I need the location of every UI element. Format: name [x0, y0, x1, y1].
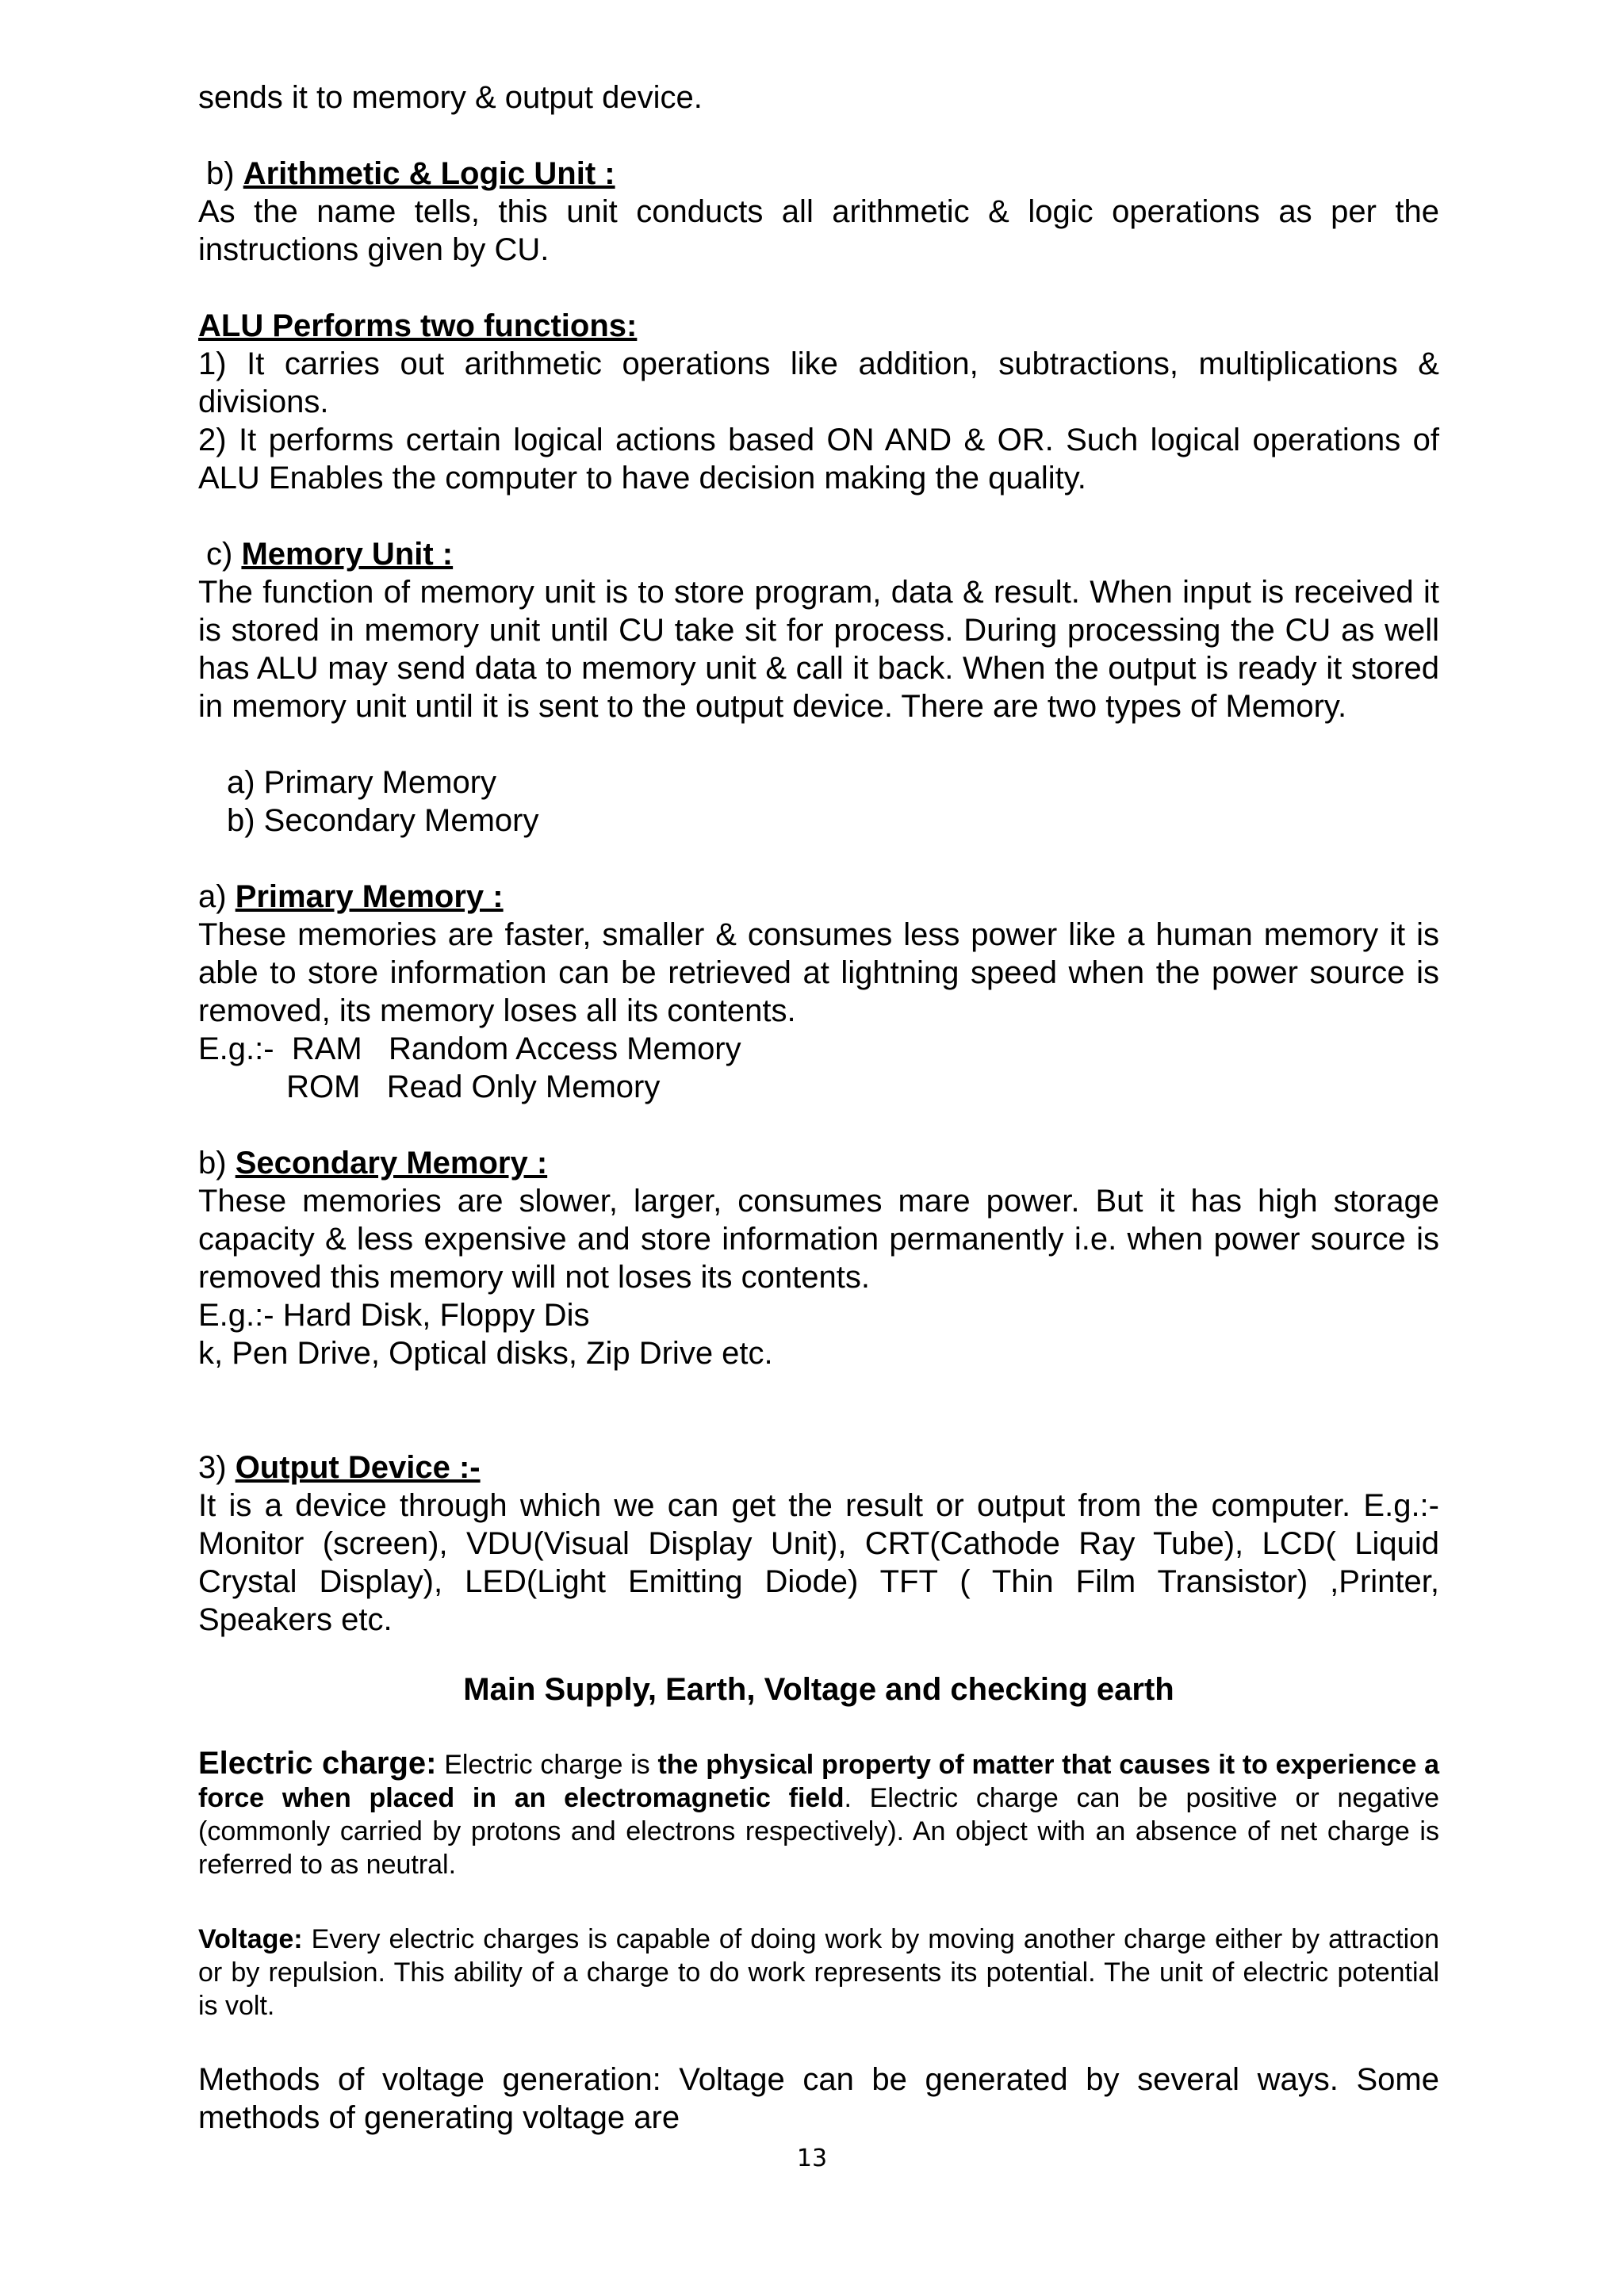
- subheading-title: Primary Memory :: [235, 879, 504, 914]
- heading-alu-functions: [198, 307, 1439, 345]
- subheading-output-device: [198, 1448, 1439, 1487]
- subheading-alu: [198, 155, 1447, 193]
- term-voltage: Voltage:: [198, 1924, 303, 1954]
- paragraph-primary-memory: These memories are faster, smaller & consumes less power like a human memory it is able to store information can be retrieved at lightning speed when the power source is removed, its memory loses all its contents.: [198, 917, 1439, 1028]
- paragraph-voltage: [198, 1923, 1439, 2022]
- text-line: sends it to memory & output device.: [198, 80, 703, 115]
- list-item-1: 1) It carries out arithmetic operations like addition, subtractions, multiplications & divisions.: [198, 346, 1439, 419]
- subheading-title: Output Device :-: [235, 1450, 481, 1485]
- text-run: Electric charge is: [436, 1750, 658, 1780]
- example-secondary-2: k, Pen Drive, Optical disks, Zip Drive etc.: [198, 1336, 773, 1371]
- subheading-memory-unit: [198, 535, 1447, 573]
- subheading-prefix: 3): [198, 1450, 236, 1485]
- subheading-prefix: b): [206, 156, 243, 191]
- subheading-prefix: a): [198, 879, 236, 914]
- paragraph-secondary-memory: These memories are slower, larger, consumes mare power. But it has high storage capacity & less expensive and store information permanently i.e. when power source is removed this memory will not loses its contents.: [198, 1184, 1439, 1295]
- heading-title: ALU Performs two functions:: [198, 308, 638, 343]
- subheading-prefix: c): [206, 537, 242, 572]
- subheading-title: Memory Unit :: [241, 537, 454, 572]
- paragraph-electric-charge: [198, 1747, 1439, 1881]
- list-item-primary: a) Primary Memory: [227, 765, 497, 800]
- example-rom: ROM Read Only Memory: [198, 1070, 661, 1104]
- list-item-2: 2) It performs certain logical actions based ON AND & OR. Such logical operations of ALU Enables the computer to have decision making the quality.: [198, 423, 1439, 496]
- section-title: Main Supply, Earth, Voltage and checking earth: [463, 1672, 1174, 1707]
- list-item-secondary: b) Secondary Memory: [227, 803, 539, 838]
- subheading-primary-memory: [198, 878, 1439, 916]
- text-run: . Electric charge can be positive or negative (commonly carried by protons and electrons respectively). An object with an absence of net charge is referred to as neutral.: [198, 1783, 1440, 1880]
- example-ram: E.g.:- RAM Random Access Memory: [198, 1031, 741, 1066]
- paragraph-alu: As the name tells, this unit conducts all arithmetic & logic operations as per the instructions given by CU.: [198, 194, 1439, 267]
- paragraph-memory-unit: The function of memory unit is to store program, data & result. When input is received it is stored in memory unit until CU take sit for process. During processing the CU as well has ALU may send data to memory unit & call it back. When the output is ready it stored in memory unit until it is sent to the output device. There are two types of Memory.: [198, 575, 1439, 724]
- term-electric-charge: Electric charge:: [198, 1746, 437, 1781]
- paragraph-voltage-methods: Methods of voltage generation: Voltage can be generated by several ways. Some methods of generating voltage are: [198, 2062, 1439, 2135]
- subheading-prefix: b): [198, 1146, 236, 1181]
- paragraph-output-device: It is a device through which we can get the result or output from the computer. E.g.:- Monitor (screen), VDU(Visual Display Unit), CRT(Cathode Ray Tube), LCD( Liquid Crystal Display), LED(Light Emitting Diode) TFT ( Thin Film Transistor) ,Printer, Speakers etc.: [198, 1488, 1439, 1637]
- subheading-title: Arithmetic & Logic Unit :: [243, 156, 615, 191]
- subheading-title: Secondary Memory :: [235, 1146, 548, 1181]
- subheading-secondary-memory: [198, 1144, 1439, 1182]
- text-run-bold: the physical property of matter that causes it to experience a force when placed in an electromagnetic field: [198, 1750, 1440, 1813]
- example-secondary-1: E.g.:- Hard Disk, Floppy Dis: [198, 1298, 590, 1333]
- page-number: 13: [796, 2145, 828, 2172]
- text-run: Every electric charges is capable of doing work by moving another charge either by attraction or by repulsion. This ability of a charge to do work represents its potential. The unit of electric potential is volt.: [198, 1924, 1439, 2021]
